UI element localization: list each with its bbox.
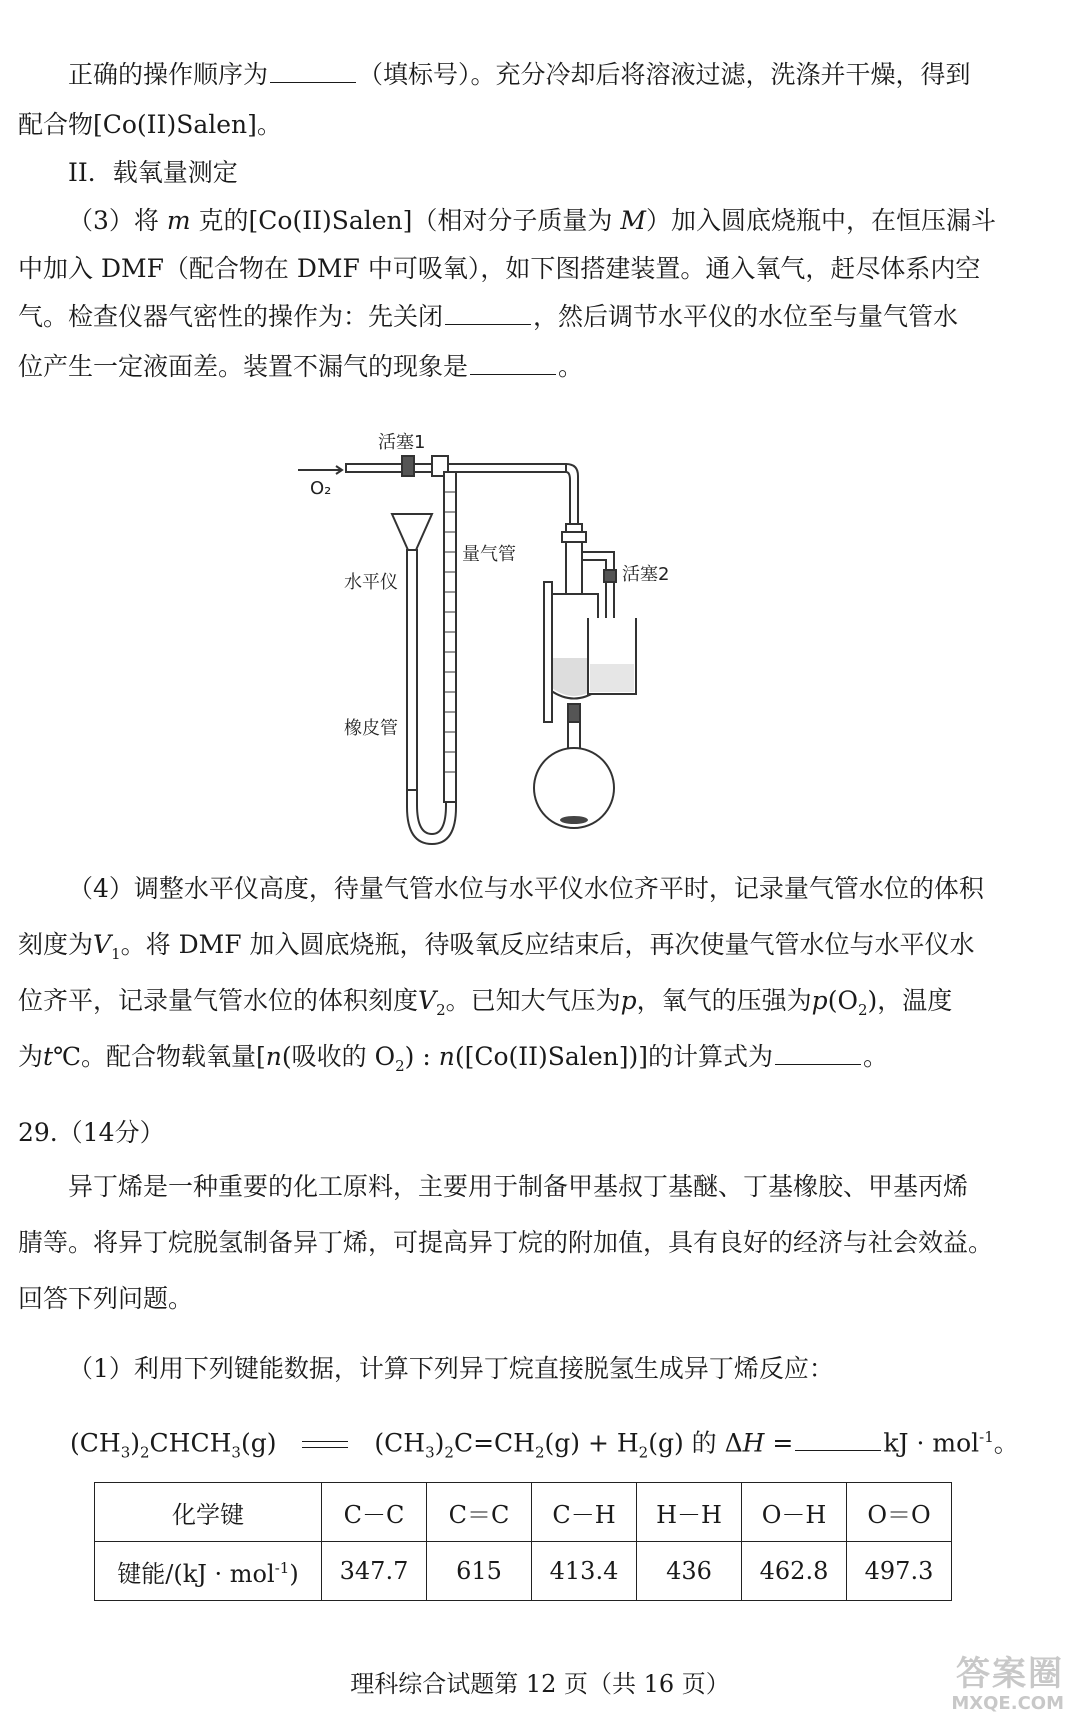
o2-label: O₂ — [310, 478, 332, 499]
watermark: 答案圈 MXQE.COM — [951, 1654, 1064, 1714]
table-header-cell: O－H — [742, 1483, 847, 1542]
table-row — [95, 1483, 952, 1542]
stopcock2-label: 活塞2 — [622, 564, 670, 585]
text-line-2: 配合物[Co(II)Salen]。 — [18, 110, 282, 139]
reaction-equation: $(CH_3)_2CHCH_3(g)$ $(CH_3)_2C=CH_2(g) + H_2(g)$ 的 ΔH = kJ · mol$^{-1}$。 — [70, 1428, 1019, 1462]
table-header-cell: H－H — [637, 1483, 742, 1542]
page-footer: 理科综合试题第 12 页（共 16 页） — [350, 1670, 730, 1698]
table-cell: 462.8 — [742, 1542, 847, 1601]
text-p4: （1）利用下列键能数据，计算下列异丁烷直接脱氢生成异丁烯反应： — [68, 1354, 834, 1383]
text-line-7: 位产生一定液面差。装置不漏气的现象是 。 — [18, 352, 584, 381]
table-cell: 347.7 — [322, 1542, 427, 1601]
equals-sign — [302, 1441, 348, 1448]
gas-tube-label: 量气管 — [462, 544, 516, 565]
table-header-cell: C－H — [532, 1483, 637, 1542]
table-cell: 436 — [637, 1542, 742, 1601]
section-heading: II．载氧量测定 — [68, 158, 238, 187]
text-line-6: 气。检查仪器气密性的操作为：先关闭 ，然后调节水平仪的水位至与量气管水 — [18, 302, 959, 331]
stopcock1-label: 活塞1 — [378, 432, 426, 453]
bond-energy-table — [94, 1482, 952, 1601]
apparatus-diagram — [310, 432, 740, 862]
text-line-10: 位齐平，记录量气管水位的体积刻度$V_2$。已知大气压为p，氧气的压强为$p(O_2)$，温度 — [18, 986, 953, 1019]
answer-blank[interactable] — [270, 60, 356, 83]
table-row — [95, 1542, 952, 1601]
text-p2: 腈等。将异丁烷脱氢制备异丁烯，可提高异丁烷的附加值，具有良好的经济与社会效益。 — [18, 1228, 994, 1257]
table-row-label: 键能/(kJ · mol$^{-1}$) — [95, 1542, 322, 1601]
answer-blank[interactable] — [445, 302, 531, 325]
table-cell: 413.4 — [532, 1542, 637, 1601]
text-line-5: 中加入 DMF（配合物在 DMF 中可吸氧），如下图搭建装置。通入氧气，赶尽体系内空 — [18, 254, 981, 283]
table-header-cell: C＝C — [427, 1483, 532, 1542]
table-header-cell: O＝O — [847, 1483, 952, 1542]
table-cell: 497.3 — [847, 1542, 952, 1601]
answer-blank[interactable] — [470, 352, 556, 375]
text-line-8: （4）调整水平仪高度，待量气管水位与水平仪水位齐平时，记录量气管水位的体积 — [68, 874, 984, 903]
level-label: 水平仪 — [344, 572, 398, 593]
text-line-4: （3）将 m 克的[Co(II)Salen]（相对分子质量为 M）加入圆底烧瓶中，在恒压漏斗 — [68, 206, 996, 235]
text-line-11: 为t℃。配合物载氧量[n(吸收的 $O_2$) : n([Co(II)Salen])]的计算式为 。 — [18, 1042, 888, 1075]
answer-blank[interactable] — [795, 1428, 881, 1451]
text-line-1: 正确的操作顺序为 （填标号）。充分冷却后将溶液过滤，洗涤并干燥，得到 — [68, 60, 971, 89]
table-header-cell: C－C — [322, 1483, 427, 1542]
table-cell: 615 — [427, 1542, 532, 1601]
table-header-cell: 化学键 — [95, 1483, 322, 1542]
rubber-tube-label: 橡皮管 — [344, 718, 398, 739]
text-line-9: 刻度为$V_1$。将 DMF 加入圆底烧瓶，待吸氧反应结束后，再次使量气管水位与水平仪水 — [18, 930, 975, 963]
text-p1: 异丁烯是一种重要的化工原料，主要用于制备甲基叔丁基醚、丁基橡胶、甲基丙烯 — [68, 1172, 969, 1201]
answer-blank[interactable] — [775, 1042, 861, 1065]
question-29-heading: 29.（14分） — [18, 1118, 165, 1147]
text-p3: 回答下列问题。 — [18, 1284, 194, 1313]
